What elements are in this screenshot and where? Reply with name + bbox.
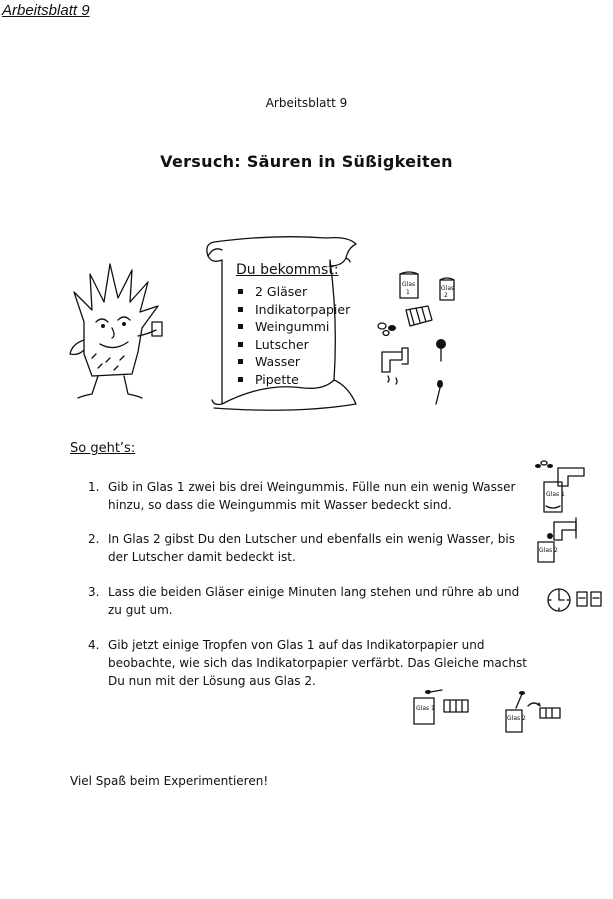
glass-icon — [400, 272, 418, 298]
instruction-step: 3. Lass die beiden Gläser einige Minuten lang stehen und rühre ab und zu gut um. — [88, 585, 520, 617]
instructions-heading: So geht’s: — [70, 441, 136, 456]
gummy-icon — [378, 323, 396, 336]
svg-text:2: 2 — [444, 292, 448, 299]
pipette-icon — [436, 380, 443, 404]
sheet-label: Arbeitsblatt 9 — [265, 96, 348, 110]
instruction-step: 2. In Glas 2 gibst Du den Lutscher und ebenfalls ein wenig Wasser, bis der Lutscher damit bedeckt ist. — [88, 532, 516, 564]
svg-text:1: 1 — [406, 289, 410, 296]
supplies-heading: Du bekommst: — [236, 262, 339, 278]
svg-text:Glas 1: Glas 1 — [416, 705, 435, 712]
list-item: Weingummi — [238, 318, 350, 336]
page-title: Versuch: Säuren in Süßigkeiten — [160, 152, 453, 171]
supplies-list — [238, 283, 350, 389]
step2-drawing — [534, 514, 596, 566]
supplies-drawings — [374, 266, 464, 416]
list-item: 2 Gläser — [238, 283, 350, 301]
list-item: Pipette — [238, 371, 350, 389]
svg-text:Glas 1: Glas 1 — [546, 491, 565, 498]
step4-drawing — [404, 686, 564, 738]
glass-icon — [440, 278, 454, 300]
water-tap-icon — [554, 522, 576, 540]
step3-drawing — [545, 584, 613, 616]
list-item: Wasser — [238, 353, 350, 371]
clock-icon — [548, 589, 570, 611]
instruction-step: 1. Gib in Glas 1 zwei bis drei Weingummis. Fülle nun ein wenig Wasser hinzu, so dass die Weingummis mit Wasser bedeckt sind. — [88, 480, 516, 512]
spiky-mascot-icon — [62, 262, 172, 402]
glass-icon — [577, 592, 601, 606]
footer-text: Viel Spaß beim Experimentieren! — [70, 774, 269, 788]
indicator-paper-icon — [406, 306, 432, 326]
svg-text:Glas: Glas — [441, 285, 455, 292]
lollipop-icon — [436, 339, 446, 361]
pipette-icon — [430, 690, 442, 692]
corner-title: Arbeitsblatt 9 — [2, 2, 90, 19]
list-item: Lutscher — [238, 336, 350, 354]
water-tap-icon — [382, 348, 408, 384]
instruction-step: 4. Gib jetzt einige Tropfen von Glas 1 auf das Indikatorpapier und beobachte, wie sich das Indikatorpapier verfärbt. Das Gleiche machst Du nun mit der Lösung aus Glas 2. — [88, 638, 527, 688]
svg-text:Glas: Glas — [402, 281, 416, 288]
indicator-paper-icon — [540, 708, 560, 718]
pipette-icon — [516, 694, 522, 708]
step1-drawing — [530, 456, 592, 518]
svg-text:Glas 2: Glas 2 — [507, 715, 526, 722]
svg-text:Glas 2: Glas 2 — [539, 547, 558, 554]
indicator-paper-icon — [444, 700, 468, 712]
list-item: Indikatorpapier — [238, 301, 350, 319]
